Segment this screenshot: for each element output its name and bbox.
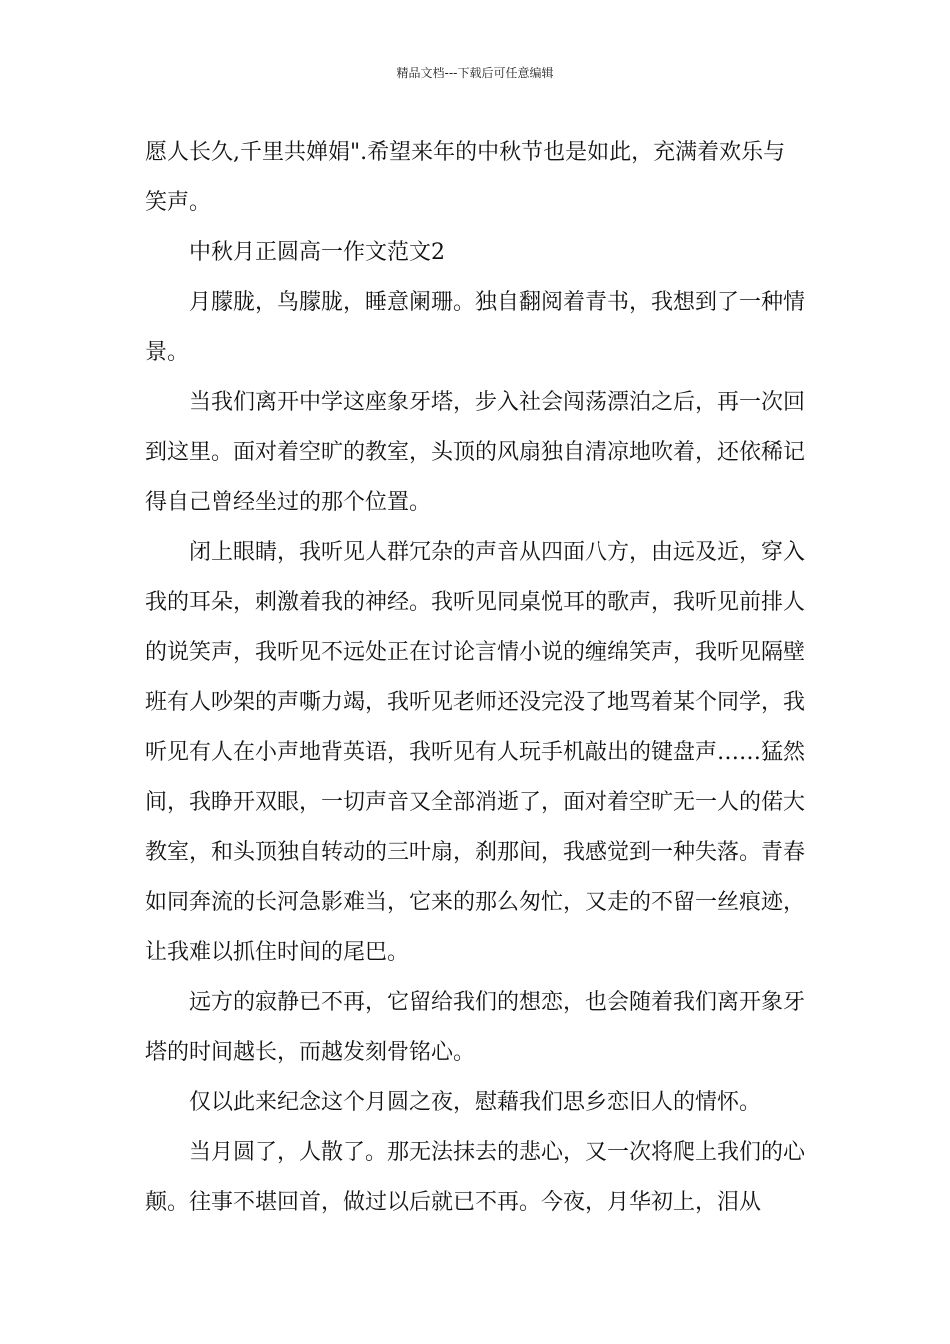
document-body — [145, 128, 807, 1228]
paragraph-1: 愿人长久,千里共婵娟".希望来年的中秋节也是如此，充满着欢乐与笑声。 — [145, 140, 786, 215]
paragraph-7: 仅以此来纪念这个月圆之夜，慰藉我们思乡恋旧人的情怀。 — [189, 1090, 762, 1115]
paragraph-5: 闭上眼睛，我听见人群冗杂的声音从四面八方，由远及近，穿入我的耳朵，刺激着我的神经。我听见同桌悦耳的歌声，我听见前排人的说笑声，我听见不远处正在讨论言情小说的缠绵笑声，我听见隔壁班有人吵架的声嘶力竭，我听见老师还没完没了地骂着某个同学，我听见有人在小声地背英语，我听见有人玩手机敲出的键盘声……猛然间，我睁开双眼，一切声音又全部消逝了，面对着空旷无一人的偌大教室，和头顶独自转动的三叶扇，刹那间，我感觉到一种失落。青春如同奔流的长河急影难当，它来的那么匆忙，又走的不留一丝痕迹，让我难以抓住时间的尾巴。 — [145, 540, 806, 965]
paragraph-8: 当月圆了，人散了。那无法抹去的悲心，又一次将爬上我们的心颠。往事不堪回首，做过以后就已不再。今夜，月华初上，泪从 — [145, 1140, 806, 1215]
paragraph-4: 当我们离开中学这座象牙塔，步入社会闯荡漂泊之后，再一次回到这里。面对着空旷的教室，头顶的风扇独自清凉地吹着，还依稀记得自己曾经坐过的那个位置。 — [145, 390, 806, 515]
page-header: 精品文档---下载后可任意编辑 — [396, 66, 554, 80]
section-heading: 中秋月正圆高一作文范文2 — [189, 240, 445, 265]
paragraph-3: 月朦胧，鸟朦胧，睡意阑珊。独自翻阅着青书，我想到了一种情景。 — [145, 290, 806, 365]
paragraph-6: 远方的寂静已不再，它留给我们的想恋，也会随着我们离开象牙塔的时间越长，而越发刻骨铭心。 — [145, 990, 806, 1065]
